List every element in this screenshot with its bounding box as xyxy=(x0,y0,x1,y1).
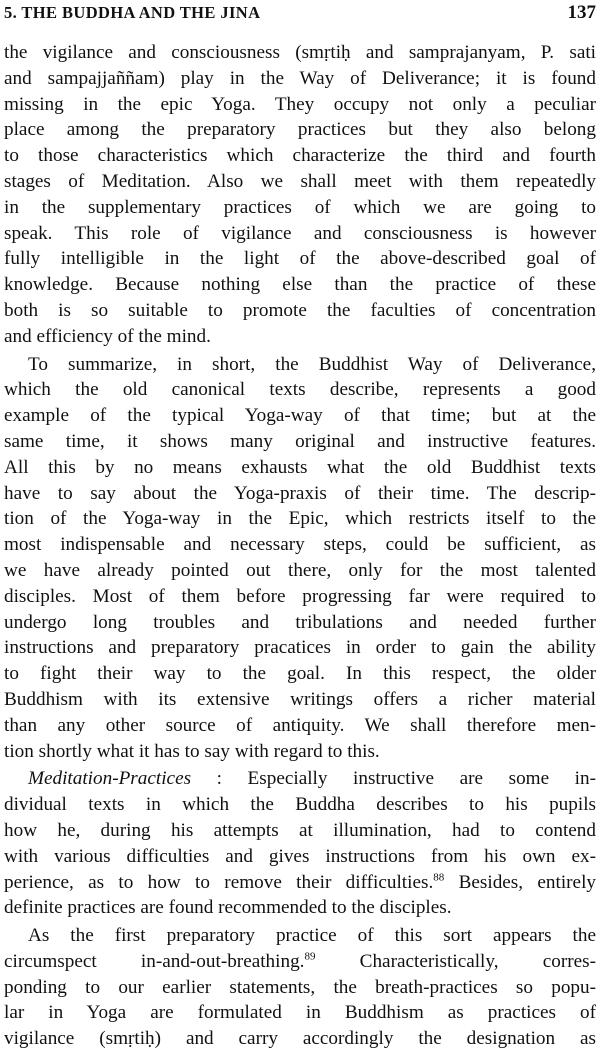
text-line: vigilance (smṛtiḥ) and carry accordingly the designation as xyxy=(4,1028,596,1050)
text-line: to fight their way to the goal. In this respect, the older xyxy=(4,663,596,685)
text-line: ponding to our earlier statements, the breath-practices so popu- xyxy=(4,976,596,998)
text-line: how he, during his attempts at illumination, had to contend xyxy=(4,819,596,841)
paragraph-4 xyxy=(4,923,596,1052)
text-line: tion shortly what it has to say with regard to this. xyxy=(4,740,380,762)
text-run: Besides, entirely xyxy=(444,871,596,893)
text-line: which the old canonical texts describe, represents a good xyxy=(4,379,596,401)
text-line: to those characteristics which characterize the third and fourth xyxy=(4,145,596,167)
text-line: speak. This role of vigilance and consciousness is however xyxy=(4,222,596,244)
text-line: most indispensable and necessary steps, could be sufficient, as xyxy=(4,534,596,556)
text-line: stages of Meditation. Also we shall meet with them repeatedly xyxy=(4,170,596,192)
text-line: example of the typical Yoga-way of that time; but at the xyxy=(4,405,596,427)
text-line: place among the preparatory practices but they also belong xyxy=(4,119,596,141)
text-line: disciples. Most of them before progressing far were required to xyxy=(4,585,596,607)
paragraph-2 xyxy=(4,352,596,765)
section-heading: Meditation-Practices xyxy=(28,768,192,790)
text-line: Buddhism with its extensive writings offers a richer material xyxy=(4,688,596,710)
text-line: As the first preparatory practice of this sort appears the xyxy=(28,925,596,947)
text-run: Characteristically, corres- xyxy=(315,950,596,972)
text-line: tion of the Yoga-way in the Epic, which restricts itself to the xyxy=(4,508,596,530)
paragraph-3 xyxy=(4,766,596,921)
text-line: fully intelligible in the light of the above-described goal of xyxy=(4,248,596,270)
text-line xyxy=(4,870,596,896)
text-line: To summarize, in short, the Buddhist Way of Deliverance, xyxy=(28,353,596,375)
text-line: lar in Yoga are formulated in Buddhism as practices of xyxy=(4,1002,596,1024)
text-line: All this by no means exhausts what the old Buddhist texts xyxy=(4,456,596,478)
text-line: undergo long troubles and tribulations and needed further xyxy=(4,611,596,633)
text-line: instructions and preparatory pracatices in order to gain the ability xyxy=(4,637,596,659)
text-line: have to say about the Yoga-praxis of their time. The descrip- xyxy=(4,482,596,504)
text-line: we have already pointed out there, only for the most talented xyxy=(4,559,596,581)
footnote-ref: 88 xyxy=(433,871,445,884)
text-run: perience, as to how to remove their difficulties. xyxy=(4,871,434,893)
text-line: knowledge. Because nothing else than the practice of these xyxy=(4,274,596,296)
text-line: the vigilance and consciousness (smṛtiḥ and samprajanyam, P. sati xyxy=(4,42,596,63)
page-number: 137 xyxy=(567,2,596,23)
body-text xyxy=(4,40,596,1052)
text-line: dividual texts in which the Buddha describes to his pupils xyxy=(4,794,596,816)
text-run: : Especially instructive are some in- xyxy=(191,768,596,790)
footnote-ref: 89 xyxy=(304,950,316,963)
text-line: in the supplementary practices of which we are going to xyxy=(4,196,596,218)
running-header xyxy=(4,2,596,28)
text-line: with various difficulties and gives instructions from his own ex- xyxy=(4,845,596,867)
text-line: than any other source of antiquity. We shall therefore men- xyxy=(4,714,596,736)
text-line: both is so suitable to promote the faculties of concentration xyxy=(4,299,596,321)
chapter-title: 5. THE BUDDHA AND THE JINA xyxy=(4,3,261,22)
text-line: missing in the epic Yoga. They occupy not only a peculiar xyxy=(4,93,596,115)
text-line xyxy=(4,949,596,975)
text-line: and sampajjaññam) play in the Way of Deliverance; it is found xyxy=(4,67,596,89)
text-line: definite practices are found recommended to the disciples. xyxy=(4,897,452,919)
text-line: same time, it shows many original and instructive features. xyxy=(4,430,596,452)
text-run: circumspect in-and-out-breathing. xyxy=(4,950,305,972)
paragraph-1 xyxy=(4,40,596,350)
text-line xyxy=(4,766,596,792)
text-line: and efficiency of the mind. xyxy=(4,325,211,347)
